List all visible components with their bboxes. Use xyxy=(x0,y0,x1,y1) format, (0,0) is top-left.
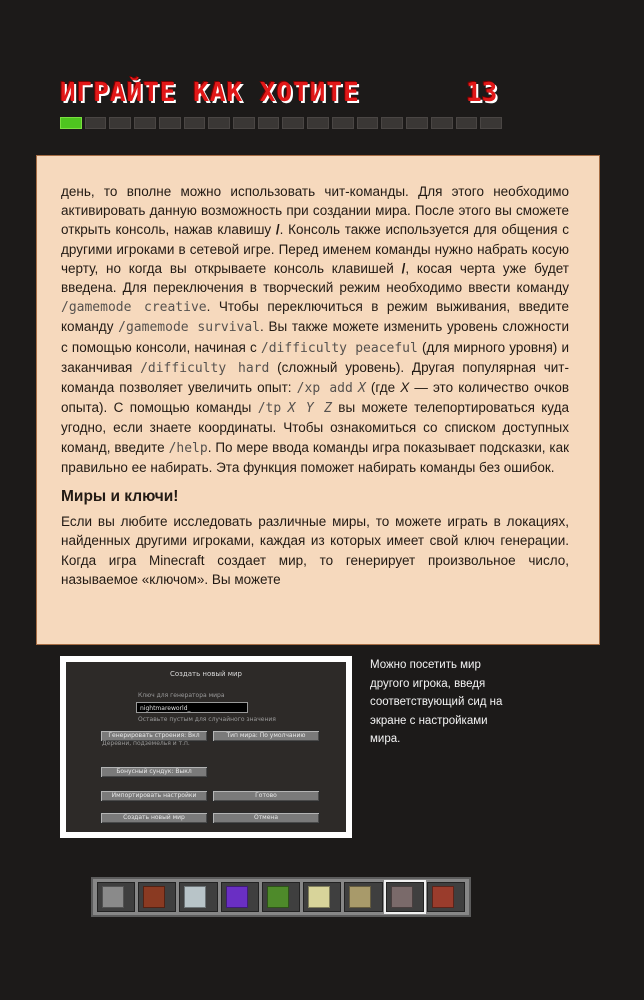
cancel-button[interactable]: Отмена xyxy=(212,812,320,824)
create-world-screen xyxy=(66,662,346,832)
netherrack-icon xyxy=(143,886,165,908)
command-xp-add: /xp add xyxy=(296,381,353,397)
page-title: ИГРАЙТЕ КАК ХОТИТЕ xyxy=(60,78,360,108)
hotbar-slot[interactable] xyxy=(97,882,135,912)
progress-segment xyxy=(332,117,354,129)
page-number: 13 xyxy=(466,78,498,108)
hotbar-slot[interactable] xyxy=(386,882,424,912)
seed-input[interactable]: nightmareworld_ xyxy=(136,702,248,713)
progress-segment xyxy=(85,117,107,129)
generate-structures-button[interactable]: Генерировать строения: Вкл xyxy=(100,730,208,742)
create-world-screenshot xyxy=(60,656,352,838)
hotbar-slot[interactable] xyxy=(138,882,176,912)
command-gamemode-survival: /gamemode survival xyxy=(118,320,261,336)
hotbar-slot[interactable] xyxy=(179,882,217,912)
progress-segment xyxy=(208,117,230,129)
command-help: /help xyxy=(168,440,208,456)
article-panel xyxy=(36,155,600,645)
article-paragraph-2: Если вы любите исследовать различные миры, то можете играть в локациях, найденных другими игроками, каждая из которых имеет свой ключ генерации. Когда игра Minecraft создает мир, то генерирует произвольное число, называемое «ключом». Вы можете xyxy=(61,514,569,587)
command-difficulty-hard: /difficulty hard xyxy=(140,360,270,376)
progress-segment xyxy=(480,117,502,129)
stone-icon xyxy=(102,886,124,908)
key-slash: / xyxy=(401,260,406,276)
progress-segment xyxy=(431,117,453,129)
screen-title: Создать новый мир xyxy=(169,670,242,678)
command-gamemode-creative: /gamemode creative xyxy=(61,300,207,316)
progress-segment xyxy=(109,117,131,129)
hotbar-slot[interactable] xyxy=(303,882,341,912)
bonus-chest-button[interactable]: Бонусный сундук: Выкл xyxy=(100,766,208,778)
progress-segment xyxy=(233,117,255,129)
seed-hint: Оставьте пустым для случайного значения xyxy=(138,716,276,723)
brick-icon xyxy=(432,886,454,908)
section-heading: Миры и ключи! xyxy=(61,488,179,506)
progress-segment xyxy=(456,117,478,129)
command-tp: /tp xyxy=(257,401,282,417)
article-paragraph-1: день, то вполне можно использовать чит-команды. Для этого необходимо активировать данную возможность при создании мира. После этого вы сможете открыть консоль, нажав клавишу /. Консоль также используется для общения с другими игроками в сетевой игре. Перед именем команды нужно набрать косую черту, но когда вы открываете консоль клавишей /, косая черта уже будет введена. Для переключения в творческий режим необходимо ввести команду /gamemode creative. Чтобы переключиться в режим выживания, введите команду /gamemode survival. Вы также можете изменить уровень сложности с помощью консоли, начиная с /difficulty peaceful (для мирного уровня) и заканчивая /difficulty hard (сложный уровень). Другая популярная чит-команда позволяет увеличить опыт: /xp add X (где X — это количество очков опыта). С помощью команды /tp X Y Z вы можете телепортироваться куда угодно, если знаете координаты. Чтобы ознакомиться со списком доступных команд, введите /help. По мере ввода команды игра показывает подсказки, как правильно ее набирать. Эта функция поможет набирать команды без ошибок. xyxy=(61,184,569,475)
world-type-button[interactable]: Тип мира: По умолчанию xyxy=(212,730,320,742)
progress-segment xyxy=(282,117,304,129)
grass-block-icon xyxy=(267,886,289,908)
structures-hint: Деревни, подземелья и т.п. xyxy=(102,740,190,747)
progress-segment xyxy=(60,117,82,129)
progress-segment xyxy=(406,117,428,129)
import-settings-button[interactable]: Импортировать настройки xyxy=(100,790,208,802)
purple-block-icon xyxy=(226,886,248,908)
progress-segment xyxy=(357,117,379,129)
end-stone-icon xyxy=(308,886,330,908)
hotbar-slot[interactable] xyxy=(344,882,382,912)
hotbar-slot[interactable] xyxy=(262,882,300,912)
progress-segment xyxy=(184,117,206,129)
redstone-ore-icon xyxy=(391,886,413,908)
command-difficulty-peaceful: /difficulty peaceful xyxy=(260,340,418,356)
key-slash: / xyxy=(275,222,280,238)
seed-label: Ключ для генератора мира xyxy=(138,692,225,699)
diamond-ore-icon xyxy=(184,886,206,908)
hotbar-slot[interactable] xyxy=(427,882,465,912)
done-button[interactable]: Готово xyxy=(212,790,320,802)
progress-segment xyxy=(258,117,280,129)
gold-ore-icon xyxy=(349,886,371,908)
progress-segment xyxy=(307,117,329,129)
screenshot-caption: Можно посетить мир другого игрока, введя соответствующий сид на экране с настройками мира. xyxy=(370,659,503,745)
tp-coordinates: X Y Z xyxy=(287,401,332,417)
progress-segment xyxy=(159,117,181,129)
xp-variable: X xyxy=(357,381,366,397)
article-body xyxy=(37,170,601,638)
progress-segment xyxy=(381,117,403,129)
progress-segment xyxy=(134,117,156,129)
reading-progress-bar xyxy=(60,117,502,129)
create-world-button[interactable]: Создать новый мир xyxy=(100,812,208,824)
hotbar-slot[interactable] xyxy=(221,882,259,912)
block-hotbar xyxy=(91,877,471,917)
